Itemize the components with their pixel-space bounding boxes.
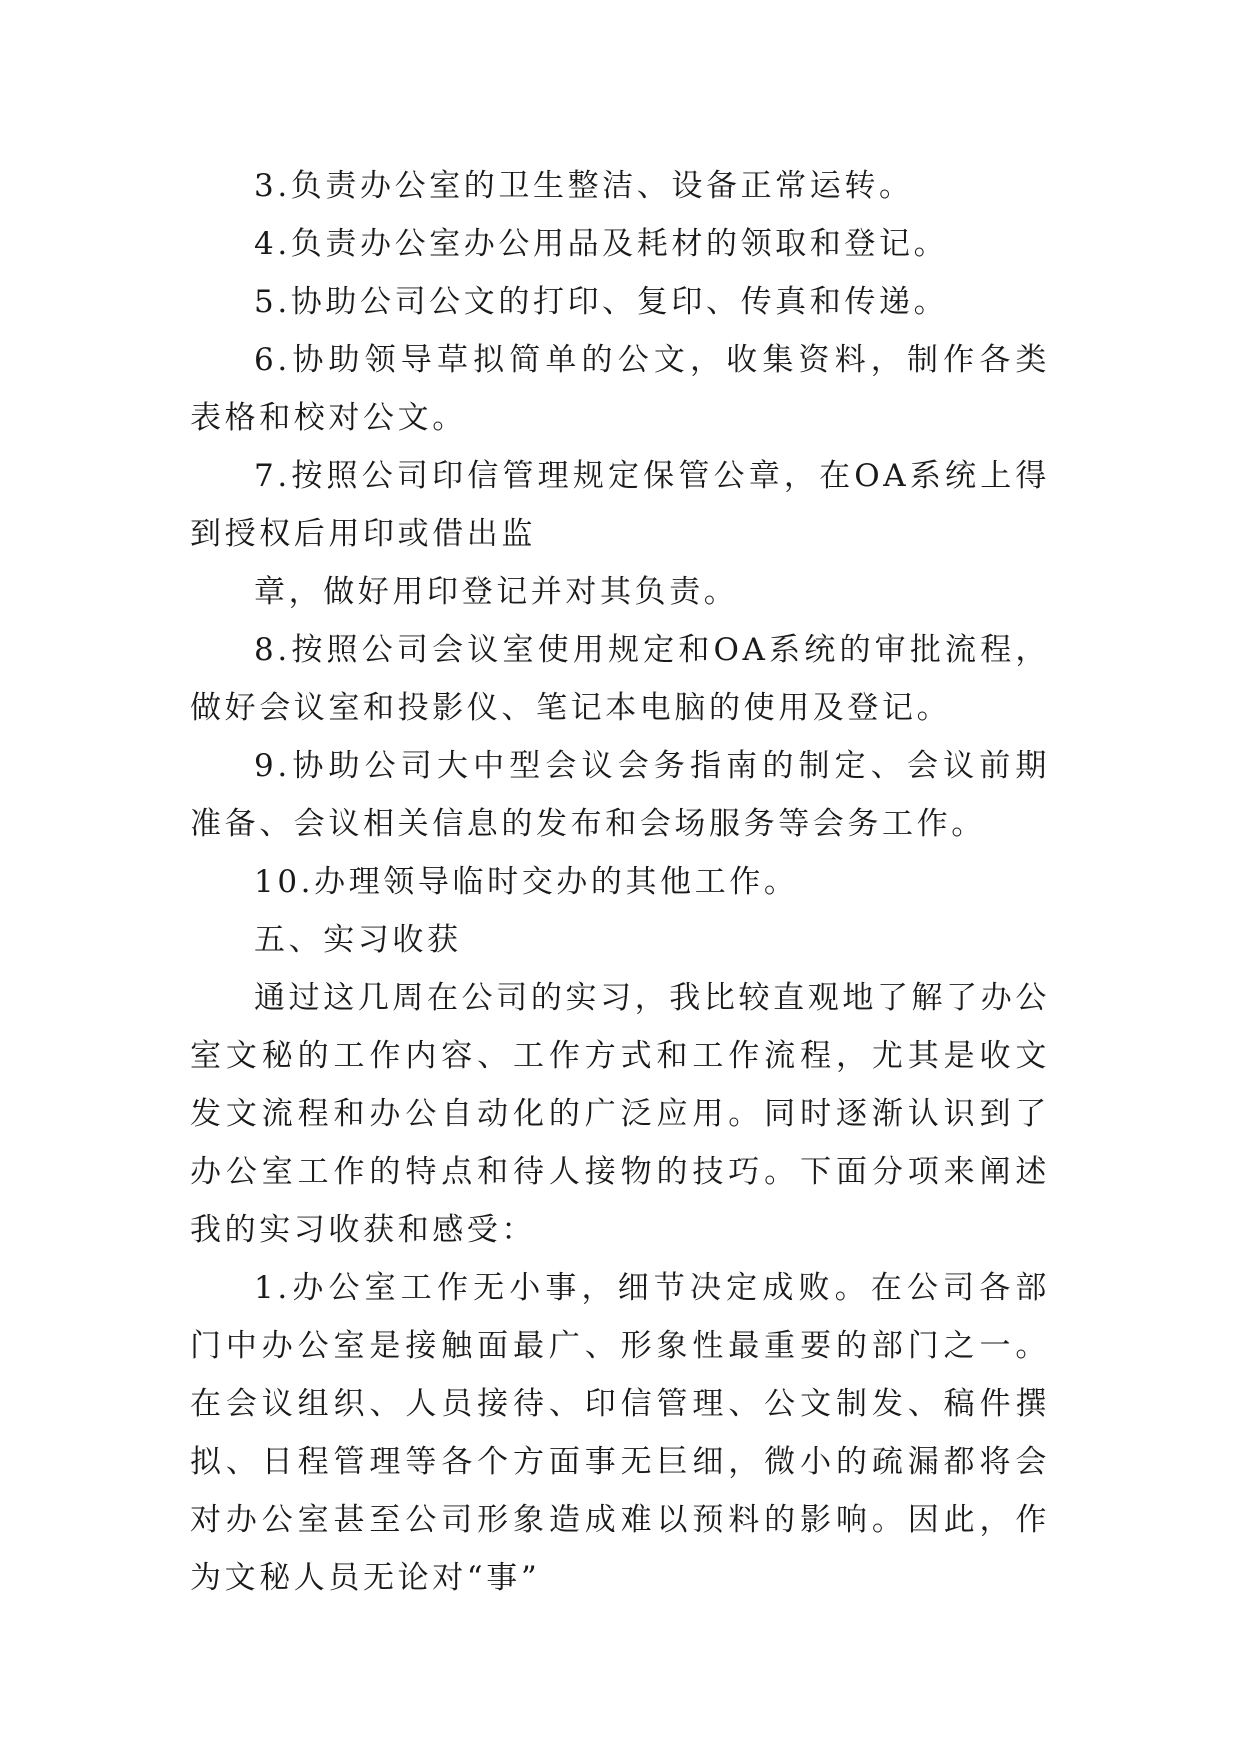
paragraph-item-5: 5.协助公司公文的打印、复印、传真和传递。 xyxy=(254,284,949,320)
paragraph-intro: 通过这几周在公司的实习，我比较直观地了解了办公室文秘的工作内容、工作方式和工作流程，尤其是收文发文流程和办公自动化的广泛应用。同时逐渐认识到了办公室工作的特点和待人接物的技巧。下面分项来阐述我的实习收获和感受： xyxy=(190,980,1050,1248)
paragraph-item-10: 10.办理领导临时交办的其他工作。 xyxy=(254,864,799,900)
paragraph-gain-1: 1.办公室工作无小事，细节决定成败。在公司各部门中办公室是接触面最广、形象性最重要的部门之一。在会议组织、人员接待、印信管理、公文制发、稿件撰拟、日程管理等各个方面事无巨细，微小的疏漏都将会对办公室甚至公司形象造成难以预料的影响。因此，作为文秘人员无论对“事” xyxy=(190,1270,1050,1596)
paragraph-item-6: 6.协助领导草拟简单的公文，收集资料，制作各类表格和校对公文。 xyxy=(190,342,1050,436)
section-heading: 五、实习收获 xyxy=(254,922,462,958)
paragraph-item-9: 9.协助公司大中型会议会务指南的制定、会议前期准备、会议相关信息的发布和会场服务等会务工作。 xyxy=(190,748,1050,842)
paragraph-item-7-continued: 章，做好用印登记并对其负责。 xyxy=(254,574,739,610)
paragraph-item-3: 3.负责办公室的卫生整洁、设备正常运转。 xyxy=(254,168,914,204)
paragraph-item-7: 7.按照公司印信管理规定保管公章，在OA系统上得到授权后用印或借出监 xyxy=(190,458,1050,552)
paragraph-item-8: 8.按照公司会议室使用规定和OA系统的审批流程，做好会议室和投影仪、笔记本电脑的使用及登记。 xyxy=(190,632,1050,726)
paragraph-item-4: 4.负责办公室办公用品及耗材的领取和登记。 xyxy=(254,226,949,262)
document-body xyxy=(190,157,1050,1607)
